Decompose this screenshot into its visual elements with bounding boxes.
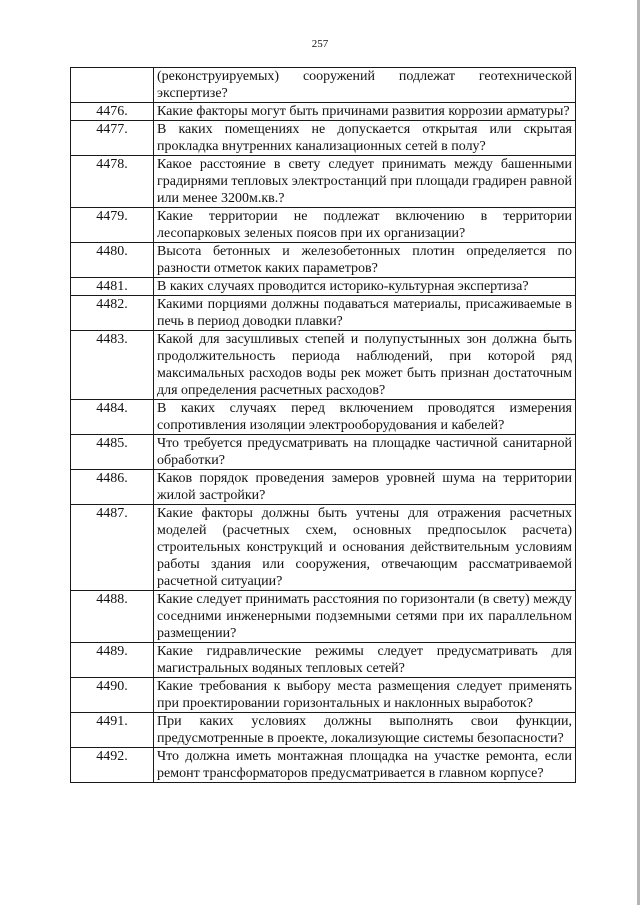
question-number: 4478. bbox=[71, 156, 154, 208]
table-row bbox=[71, 103, 576, 121]
question-text: Какие гидравлические режимы следует предусматривать для магистральных водяных тепловых сетей? bbox=[154, 643, 576, 678]
question-number: 4485. bbox=[71, 435, 154, 470]
question-text: При каких условиях должны выполнять свои функции, предусмотренные в проекте, локализующие системы безопасности? bbox=[154, 713, 576, 748]
question-number: 4480. bbox=[71, 243, 154, 278]
table-row bbox=[71, 400, 576, 435]
question-number bbox=[71, 68, 154, 103]
questions-table bbox=[70, 67, 576, 783]
table-row bbox=[71, 68, 576, 103]
table-row bbox=[71, 156, 576, 208]
question-text: Какие факторы должны быть учтены для отражения расчетных моделей (расчетных схем, основных предпосылок расчета) строительных конструкций и основания действительным условиям работы здания или сооружения, отвечающим рассматриваемой расчетной ситуации? bbox=[154, 505, 576, 591]
question-number: 4476. bbox=[71, 103, 154, 121]
question-number: 4486. bbox=[71, 470, 154, 505]
question-text: Какое расстояние в свету следует принимать между башенными градирнями тепловых электростанций при площади градирен равной или менее 3200м.кв.? bbox=[154, 156, 576, 208]
table-row bbox=[71, 331, 576, 400]
table-row bbox=[71, 748, 576, 783]
question-text: В каких помещениях не допускается открытая или скрытая прокладка внутренних канализационных сетей в полу? bbox=[154, 121, 576, 156]
question-number: 4479. bbox=[71, 208, 154, 243]
question-text: Какие факторы могут быть причинами развития коррозии арматуры? bbox=[154, 103, 576, 121]
question-text: Какие территории не подлежат включению в территории лесопарковых зеленых поясов при их организации? bbox=[154, 208, 576, 243]
table-row bbox=[71, 278, 576, 296]
question-number: 4488. bbox=[71, 591, 154, 643]
question-text: В каких случаях проводится историко-культурная экспертиза? bbox=[154, 278, 576, 296]
question-number: 4491. bbox=[71, 713, 154, 748]
question-number: 4482. bbox=[71, 296, 154, 331]
question-text: (реконструируемых) сооружений подлежат геотехнической экспертизе? bbox=[154, 68, 576, 103]
table-row bbox=[71, 678, 576, 713]
table-row bbox=[71, 121, 576, 156]
question-number: 4489. bbox=[71, 643, 154, 678]
table-row bbox=[71, 435, 576, 470]
question-number: 4484. bbox=[71, 400, 154, 435]
table-row bbox=[71, 643, 576, 678]
question-number: 4477. bbox=[71, 121, 154, 156]
table-row bbox=[71, 591, 576, 643]
table-row bbox=[71, 505, 576, 591]
question-number: 4490. bbox=[71, 678, 154, 713]
question-number: 4487. bbox=[71, 505, 154, 591]
table-row bbox=[71, 296, 576, 331]
table-row bbox=[71, 470, 576, 505]
page-number: 257 bbox=[311, 38, 329, 50]
question-text: Высота бетонных и железобетонных плотин определяется по разности отметок каких параметров? bbox=[154, 243, 576, 278]
question-text: Какие требования к выбору места размещения следует применять при проектировании горизонтальных и наклонных выработок? bbox=[154, 678, 576, 713]
question-text: Что должна иметь монтажная площадка на участке ремонта, если ремонт трансформаторов предусматривается в главном корпусе? bbox=[154, 748, 576, 783]
table-row bbox=[71, 208, 576, 243]
question-text: Что требуется предусматривать на площадке частичной санитарной обработки? bbox=[154, 435, 576, 470]
question-text: Каков порядок проведения замеров уровней шума на территории жилой застройки? bbox=[154, 470, 576, 505]
question-number: 4492. bbox=[71, 748, 154, 783]
table-row bbox=[71, 243, 576, 278]
question-number: 4481. bbox=[71, 278, 154, 296]
question-text: В каких случаях перед включением проводятся измерения сопротивления изоляции электрооборудования и кабелей? bbox=[154, 400, 576, 435]
question-text: Какие следует принимать расстояния по горизонтали (в свету) между соседними инженерными подземными сетями при их параллельном размещении? bbox=[154, 591, 576, 643]
question-text: Какой для засушливых степей и полупустынных зон должна быть продолжительность периода наблюдений, при которой ряд максимальных расходов воды рек может быть признан достаточным для определения расчетных расходов? bbox=[154, 331, 576, 400]
question-text: Какими порциями должны подаваться материалы, присаживаемые в печь в период доводки плавки? bbox=[154, 296, 576, 331]
table-row bbox=[71, 713, 576, 748]
question-number: 4483. bbox=[71, 331, 154, 400]
